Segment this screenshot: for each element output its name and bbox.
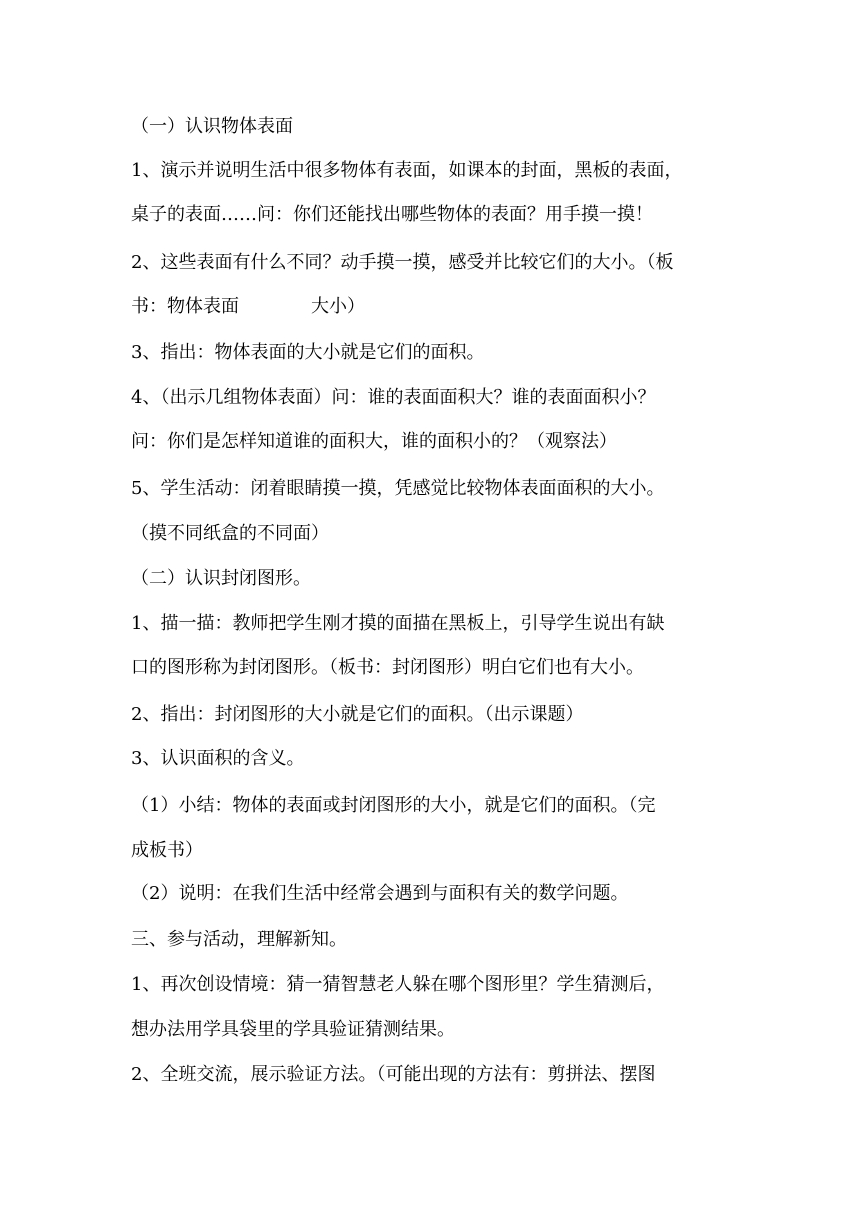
section-heading: 三、参与活动，理解新知。 bbox=[131, 929, 347, 950]
text-line: 想办法用学具袋里的学具验证猜测结果。 bbox=[131, 1019, 455, 1040]
text-line: 问：你们是怎样知道谁的面积大，谁的面积小的？（观察法） bbox=[131, 431, 617, 452]
text-line: 成板书） bbox=[131, 840, 203, 861]
text-line: 2、全班交流，展示验证方法。（可能出现的方法有：剪拼法、摆图 bbox=[131, 1064, 656, 1085]
text-line: 2、这些表面有什么不同？动手摸一摸，感受并比较它们的大小。（板 bbox=[131, 252, 674, 273]
text-line: 3、指出：物体表面的大小就是它们的面积。 bbox=[131, 342, 485, 363]
text-line: 1、描一描：教师把学生刚才摸的面描在黑板上，引导学生说出有缺 bbox=[131, 613, 665, 634]
text-line: （1）小结：物体的表面或封闭图形的大小，就是它们的面积。（完 bbox=[131, 795, 656, 816]
text-line: 1、演示并说明生活中很多物体有表面，如课本的封面，黑板的表面， bbox=[131, 160, 683, 181]
text-line: 3、认识面积的含义。 bbox=[131, 748, 305, 769]
text-line: 书：物体表面 大小） bbox=[131, 296, 365, 317]
text-line: （摸不同纸盒的不同面） bbox=[131, 523, 329, 544]
text-line: 桌子的表面……问：你们还能找出哪些物体的表面？用手摸一摸！ bbox=[131, 204, 653, 225]
text-line: 1、再次创设情境：猜一猜智慧老人躲在哪个图形里？学生猜测后， bbox=[131, 974, 665, 995]
section-heading: （一）认识物体表面 bbox=[131, 116, 293, 137]
text-line: 口的图形称为封闭图形。（板书：封闭图形）明白它们也有大小。 bbox=[131, 657, 644, 678]
text-line: 2、指出：封闭图形的大小就是它们的面积。（出示课题） bbox=[131, 704, 584, 725]
text-line: （2）说明：在我们生活中经常会遇到与面积有关的数学问题。 bbox=[131, 883, 629, 904]
section-heading: （二）认识封闭图形。 bbox=[131, 568, 311, 589]
text-line: 5、学生活动：闭着眼睛摸一摸，凭感觉比较物体表面面积的大小。 bbox=[131, 478, 665, 499]
text-line: 4、（出示几组物体表面）问：谁的表面面积大？谁的表面面积小？ bbox=[131, 387, 656, 408]
